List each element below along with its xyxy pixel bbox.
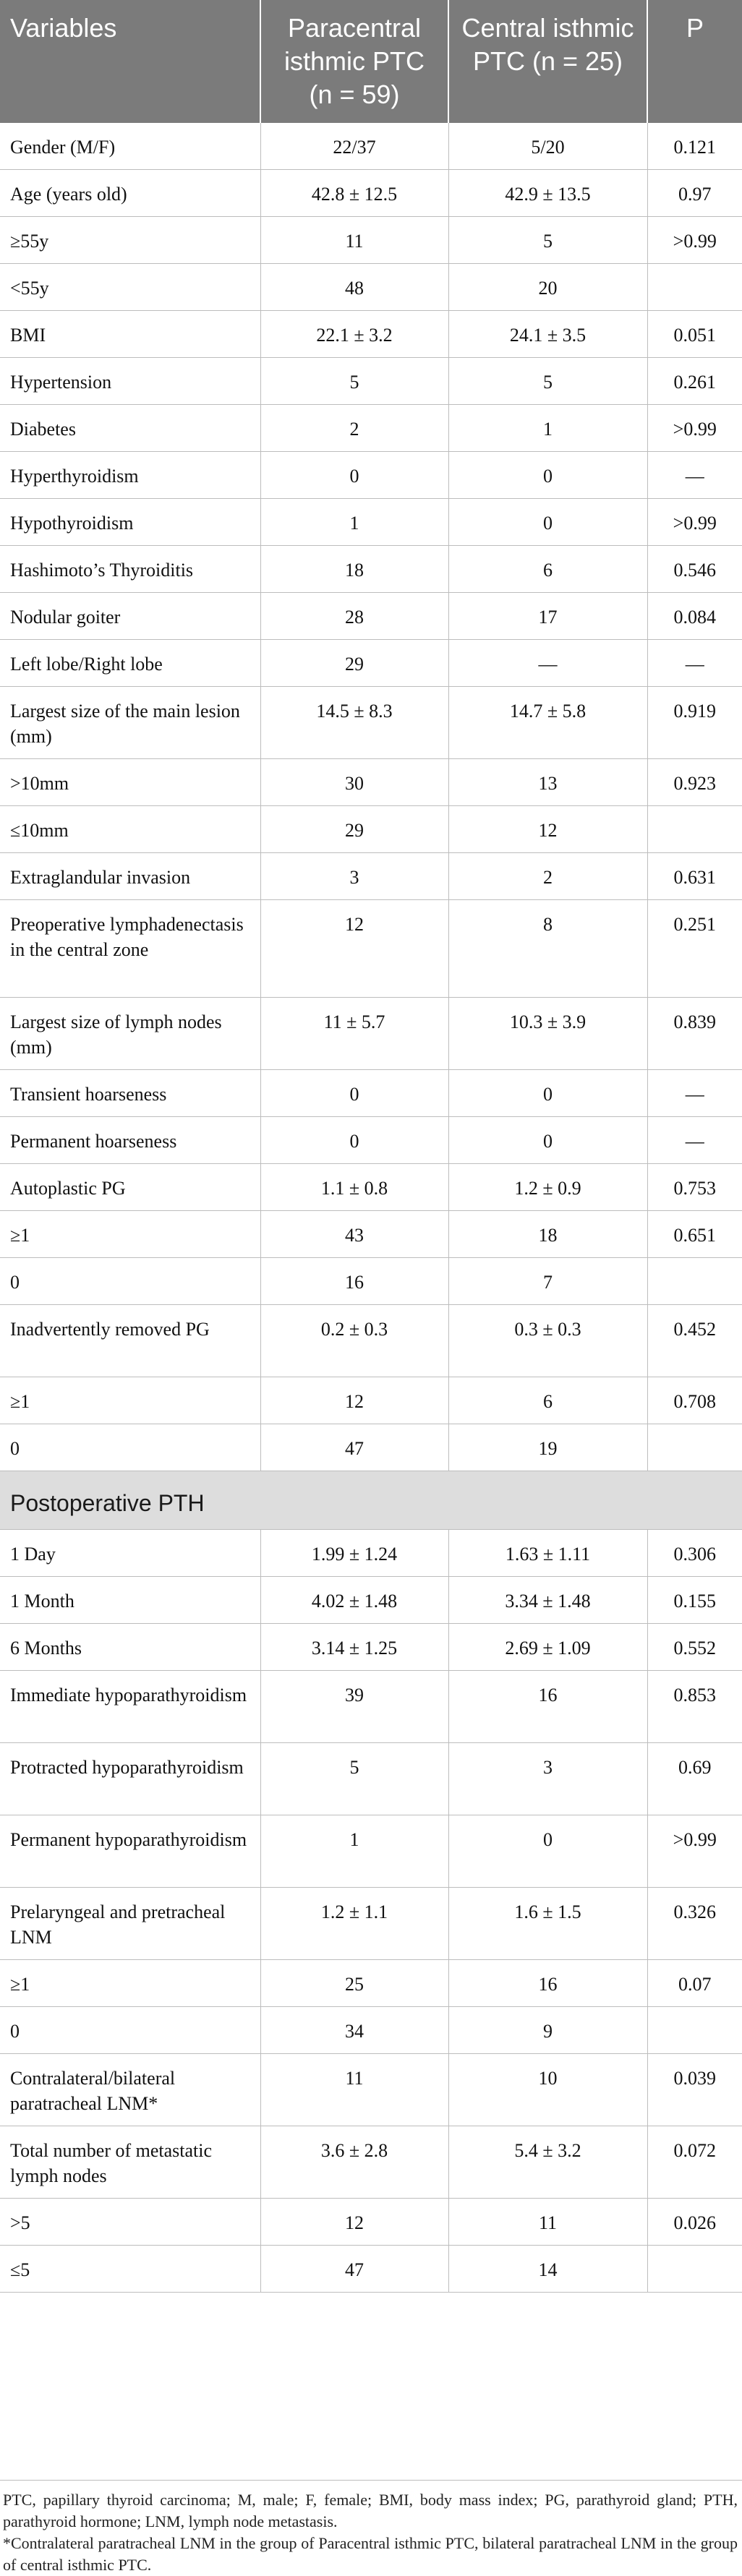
- cell-central: 42.9 ± 13.5: [448, 170, 647, 217]
- cell-variable: Total number of metastatic lymph nodes: [0, 2126, 260, 2199]
- cell-p-value: 0.306: [647, 1530, 742, 1577]
- cell-p-value: 0.121: [647, 123, 742, 170]
- table-row: [0, 998, 742, 1070]
- footnote-asterisk: *Contralateral paratracheal LNM in the group of Paracentral isthmic PTC, bilateral paratracheal LNM in the group of central isthmic PTC.: [3, 2534, 738, 2574]
- cell-paracentral: 18: [260, 546, 448, 593]
- table-row: [0, 1530, 742, 1577]
- cell-p-value: 0.853: [647, 1671, 742, 1743]
- cell-paracentral: 12: [260, 2199, 448, 2246]
- cell-central: 6: [448, 1377, 647, 1424]
- cell-paracentral: 39: [260, 1671, 448, 1743]
- cell-central: 5/20: [448, 123, 647, 170]
- table-row: [0, 806, 742, 853]
- table-row: [0, 499, 742, 546]
- table-row: [0, 405, 742, 452]
- cell-variable: Age (years old): [0, 170, 260, 217]
- table-row: [0, 2126, 742, 2199]
- header-p-value: P: [647, 0, 742, 123]
- table-row: [0, 853, 742, 900]
- cell-variable: Gender (M/F): [0, 123, 260, 170]
- cell-variable: Diabetes: [0, 405, 260, 452]
- cell-paracentral: 0.2 ± 0.3: [260, 1305, 448, 1377]
- cell-p-value: 0.326: [647, 1888, 742, 1960]
- table-row: [0, 900, 742, 998]
- cell-p-value: 0.026: [647, 2199, 742, 2246]
- cell-p-value: 0.753: [647, 1164, 742, 1211]
- cell-paracentral: 3.14 ± 1.25: [260, 1624, 448, 1671]
- cell-central: 1: [448, 405, 647, 452]
- cell-central: 13: [448, 759, 647, 806]
- table-row: [0, 123, 742, 170]
- cell-paracentral: 22.1 ± 3.2: [260, 311, 448, 358]
- cell-paracentral: 1.2 ± 1.1: [260, 1888, 448, 1960]
- cell-paracentral: 22/37: [260, 123, 448, 170]
- table-row: [0, 1815, 742, 1888]
- cell-variable: Hypertension: [0, 358, 260, 405]
- header-paracentral: Paracentral isthmic PTC (n = 59): [260, 0, 448, 123]
- table-row: [0, 2054, 742, 2126]
- cell-paracentral: 29: [260, 806, 448, 853]
- cell-variable: Permanent hoarseness: [0, 1117, 260, 1164]
- header-central: Central isthmic PTC (n = 25): [448, 0, 647, 123]
- cell-paracentral: 0: [260, 452, 448, 499]
- table-footnotes: [0, 2480, 742, 2576]
- cell-variable: Hashimoto’s Thyroiditis: [0, 546, 260, 593]
- cell-variable: Largest size of the main lesion (mm): [0, 687, 260, 759]
- table-row: [0, 1577, 742, 1624]
- cell-paracentral: 12: [260, 1377, 448, 1424]
- table-row: [0, 452, 742, 499]
- cell-p-value: [647, 2007, 742, 2054]
- cell-p-value: 0.072: [647, 2126, 742, 2199]
- cell-p-value: 0.552: [647, 1624, 742, 1671]
- cell-paracentral: 3: [260, 853, 448, 900]
- cell-paracentral: 11: [260, 2054, 448, 2126]
- table-row: [0, 264, 742, 311]
- table-row: [0, 1671, 742, 1743]
- cell-paracentral: 0: [260, 1070, 448, 1117]
- cell-central: 0.3 ± 0.3: [448, 1305, 647, 1377]
- cell-central: 7: [448, 1258, 647, 1305]
- cell-paracentral: 42.8 ± 12.5: [260, 170, 448, 217]
- cell-central: 5: [448, 217, 647, 264]
- table-row: [0, 1070, 742, 1117]
- cell-variable: Nodular goiter: [0, 593, 260, 640]
- cell-central: 0: [448, 1117, 647, 1164]
- cell-paracentral: 2: [260, 405, 448, 452]
- table-body-postoperative: [0, 1530, 742, 2293]
- cell-paracentral: 1.99 ± 1.24: [260, 1530, 448, 1577]
- cell-variable: 0: [0, 2007, 260, 2054]
- cell-central: 2.69 ± 1.09: [448, 1624, 647, 1671]
- cell-central: 3.34 ± 1.48: [448, 1577, 647, 1624]
- cell-p-value: 0.97: [647, 170, 742, 217]
- cell-central: 20: [448, 264, 647, 311]
- section-label: Postoperative PTH: [0, 1471, 742, 1530]
- cell-central: 10: [448, 2054, 647, 2126]
- cell-central: 3: [448, 1743, 647, 1815]
- cell-central: 1.63 ± 1.11: [448, 1530, 647, 1577]
- cell-paracentral: 3.6 ± 2.8: [260, 2126, 448, 2199]
- table-row: [0, 1258, 742, 1305]
- cell-paracentral: 47: [260, 1424, 448, 1471]
- table-row: [0, 1211, 742, 1258]
- cell-p-value: [647, 2246, 742, 2293]
- cell-central: 0: [448, 1070, 647, 1117]
- cell-variable: Protracted hypoparathyroidism: [0, 1743, 260, 1815]
- cell-paracentral: 28: [260, 593, 448, 640]
- cell-p-value: 0.155: [647, 1577, 742, 1624]
- cell-variable: Hypothyroidism: [0, 499, 260, 546]
- table-row: [0, 640, 742, 687]
- cell-variable: Contralateral/bilateral paratracheal LNM*: [0, 2054, 260, 2126]
- cell-variable: Transient hoarseness: [0, 1070, 260, 1117]
- cell-variable: ≤5: [0, 2246, 260, 2293]
- cell-variable: ≥55y: [0, 217, 260, 264]
- table-row: [0, 358, 742, 405]
- cell-paracentral: 4.02 ± 1.48: [260, 1577, 448, 1624]
- cell-variable: <55y: [0, 264, 260, 311]
- cell-central: 12: [448, 806, 647, 853]
- table-row: [0, 311, 742, 358]
- cell-p-value: [647, 1424, 742, 1471]
- cell-variable: Largest size of lymph nodes (mm): [0, 998, 260, 1070]
- cell-paracentral: 11 ± 5.7: [260, 998, 448, 1070]
- cell-variable: BMI: [0, 311, 260, 358]
- cell-p-value: —: [647, 452, 742, 499]
- table-row: [0, 1424, 742, 1471]
- cell-p-value: 0.452: [647, 1305, 742, 1377]
- table-row: [0, 1305, 742, 1377]
- cell-p-value: 0.084: [647, 593, 742, 640]
- cell-central: 0: [448, 452, 647, 499]
- cell-variable: ≤10mm: [0, 806, 260, 853]
- cell-variable: Preoperative lymphadenectasis in the central zone: [0, 900, 260, 998]
- cell-central: 1.2 ± 0.9: [448, 1164, 647, 1211]
- table-row: [0, 170, 742, 217]
- cell-central: 5: [448, 358, 647, 405]
- cell-variable: Hyperthyroidism: [0, 452, 260, 499]
- cell-central: 14.7 ± 5.8: [448, 687, 647, 759]
- table-row: [0, 1164, 742, 1211]
- cell-p-value: 0.708: [647, 1377, 742, 1424]
- cell-p-value: >0.99: [647, 217, 742, 264]
- cell-p-value: 0.051: [647, 311, 742, 358]
- cell-p-value: >0.99: [647, 405, 742, 452]
- cell-p-value: 0.651: [647, 1211, 742, 1258]
- cell-paracentral: 5: [260, 1743, 448, 1815]
- cell-variable: ≥1: [0, 1211, 260, 1258]
- cell-p-value: [647, 264, 742, 311]
- cell-variable: Inadvertently removed PG: [0, 1305, 260, 1377]
- cell-central: 14: [448, 2246, 647, 2293]
- cell-paracentral: 43: [260, 1211, 448, 1258]
- cell-p-value: 0.546: [647, 546, 742, 593]
- cell-variable: Left lobe/Right lobe: [0, 640, 260, 687]
- table-row: [0, 2246, 742, 2293]
- cell-central: 8: [448, 900, 647, 998]
- cell-p-value: >0.99: [647, 1815, 742, 1888]
- table-row: [0, 1743, 742, 1815]
- cell-central: 5.4 ± 3.2: [448, 2126, 647, 2199]
- cell-variable: 0: [0, 1258, 260, 1305]
- cell-p-value: >0.99: [647, 499, 742, 546]
- cell-p-value: —: [647, 1070, 742, 1117]
- footnote-abbreviations: PTC, papillary thyroid carcinoma; M, male; F, female; BMI, body mass index; PG, parathyroid gland; PTH, parathyroid hormone; LNM, lymph node metastasis.: [3, 2491, 738, 2530]
- cell-central: 17: [448, 593, 647, 640]
- cell-variable: Immediate hypoparathyroidism: [0, 1671, 260, 1743]
- header-variables: Variables: [0, 0, 260, 123]
- cell-p-value: [647, 806, 742, 853]
- cell-central: 10.3 ± 3.9: [448, 998, 647, 1070]
- cell-paracentral: 48: [260, 264, 448, 311]
- cell-central: 9: [448, 2007, 647, 2054]
- cell-central: 1.6 ± 1.5: [448, 1888, 647, 1960]
- table-body-characteristics: [0, 123, 742, 1471]
- cell-central: 6: [448, 546, 647, 593]
- cell-paracentral: 1: [260, 499, 448, 546]
- table-row: [0, 2199, 742, 2246]
- cell-central: —: [448, 640, 647, 687]
- cell-p-value: 0.919: [647, 687, 742, 759]
- cell-p-value: 0.839: [647, 998, 742, 1070]
- cell-paracentral: 30: [260, 759, 448, 806]
- table-row: [0, 1117, 742, 1164]
- cell-variable: 1 Day: [0, 1530, 260, 1577]
- cell-paracentral: 12: [260, 900, 448, 998]
- cell-p-value: 0.631: [647, 853, 742, 900]
- cell-variable: ≥1: [0, 1377, 260, 1424]
- cell-paracentral: 5: [260, 358, 448, 405]
- table-row: [0, 759, 742, 806]
- header-row: [0, 0, 742, 123]
- table-row: [0, 1624, 742, 1671]
- cell-paracentral: 16: [260, 1258, 448, 1305]
- cell-paracentral: 25: [260, 1960, 448, 2007]
- table-row: [0, 2007, 742, 2054]
- cell-variable: >10mm: [0, 759, 260, 806]
- cell-paracentral: 34: [260, 2007, 448, 2054]
- cell-p-value: —: [647, 1117, 742, 1164]
- cell-paracentral: 11: [260, 217, 448, 264]
- cell-variable: 0: [0, 1424, 260, 1471]
- cell-variable: Extraglandular invasion: [0, 853, 260, 900]
- table-row: [0, 546, 742, 593]
- cell-paracentral: 1: [260, 1815, 448, 1888]
- cell-variable: Autoplastic PG: [0, 1164, 260, 1211]
- cell-paracentral: 0: [260, 1117, 448, 1164]
- cell-variable: 1 Month: [0, 1577, 260, 1624]
- cell-p-value: 0.923: [647, 759, 742, 806]
- cell-central: 18: [448, 1211, 647, 1258]
- table-row: [0, 1888, 742, 1960]
- cell-paracentral: 14.5 ± 8.3: [260, 687, 448, 759]
- cell-variable: ≥1: [0, 1960, 260, 2007]
- table-section: [0, 1471, 742, 1530]
- cell-central: 0: [448, 1815, 647, 1888]
- section-row: [0, 1471, 742, 1530]
- cell-p-value: 0.07: [647, 1960, 742, 2007]
- cell-variable: Prelaryngeal and pretracheal LNM: [0, 1888, 260, 1960]
- table-row: [0, 593, 742, 640]
- cell-p-value: —: [647, 640, 742, 687]
- table-header: [0, 0, 742, 123]
- cell-central: 2: [448, 853, 647, 900]
- cell-paracentral: 47: [260, 2246, 448, 2293]
- cell-variable: 6 Months: [0, 1624, 260, 1671]
- cell-p-value: 0.251: [647, 900, 742, 998]
- table-row: [0, 1960, 742, 2007]
- table-row: [0, 687, 742, 759]
- table-row: [0, 1377, 742, 1424]
- cell-p-value: 0.261: [647, 358, 742, 405]
- cell-central: 11: [448, 2199, 647, 2246]
- cell-variable: Permanent hypoparathyroidism: [0, 1815, 260, 1888]
- cell-central: 16: [448, 1671, 647, 1743]
- cell-paracentral: 29: [260, 640, 448, 687]
- cell-central: 24.1 ± 3.5: [448, 311, 647, 358]
- cell-paracentral: 1.1 ± 0.8: [260, 1164, 448, 1211]
- cell-p-value: 0.69: [647, 1743, 742, 1815]
- cell-p-value: [647, 1258, 742, 1305]
- cell-p-value: 0.039: [647, 2054, 742, 2126]
- cell-central: 0: [448, 499, 647, 546]
- cell-central: 16: [448, 1960, 647, 2007]
- cell-central: 19: [448, 1424, 647, 1471]
- cell-variable: >5: [0, 2199, 260, 2246]
- table-row: [0, 217, 742, 264]
